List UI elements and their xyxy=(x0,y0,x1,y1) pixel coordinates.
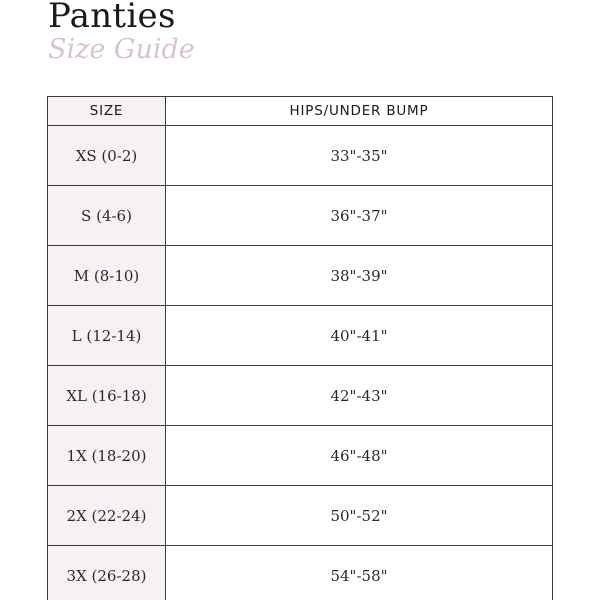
page-subtitle: Size Guide xyxy=(48,34,195,65)
size-cell: XL (16-18) xyxy=(48,366,166,426)
hips-cell: 33"-35" xyxy=(166,126,553,186)
size-cell: 3X (26-28) xyxy=(48,546,166,600)
hips-cell: 40"-41" xyxy=(166,306,553,366)
table-row xyxy=(48,306,553,366)
table-row xyxy=(48,186,553,246)
column-header-size: SIZE xyxy=(48,97,166,126)
table-row xyxy=(48,486,553,546)
size-cell: M (8-10) xyxy=(48,246,166,306)
column-header-hips: HIPS/UNDER BUMP xyxy=(166,97,553,126)
size-cell: 2X (22-24) xyxy=(48,486,166,546)
hips-cell: 50"-52" xyxy=(166,486,553,546)
size-table xyxy=(47,96,553,600)
page-title: Panties xyxy=(48,0,176,36)
table-row xyxy=(48,246,553,306)
size-cell: XS (0-2) xyxy=(48,126,166,186)
table-row xyxy=(48,546,553,600)
hips-cell: 36"-37" xyxy=(166,186,553,246)
table-row xyxy=(48,126,553,186)
hips-cell: 54"-58" xyxy=(166,546,553,600)
hips-cell: 38"-39" xyxy=(166,246,553,306)
table-row xyxy=(48,366,553,426)
size-cell: 1X (18-20) xyxy=(48,426,166,486)
size-cell: S (4-6) xyxy=(48,186,166,246)
size-cell: L (12-14) xyxy=(48,306,166,366)
table-header-row xyxy=(48,97,553,126)
hips-cell: 42"-43" xyxy=(166,366,553,426)
hips-cell: 46"-48" xyxy=(166,426,553,486)
table-row xyxy=(48,426,553,486)
